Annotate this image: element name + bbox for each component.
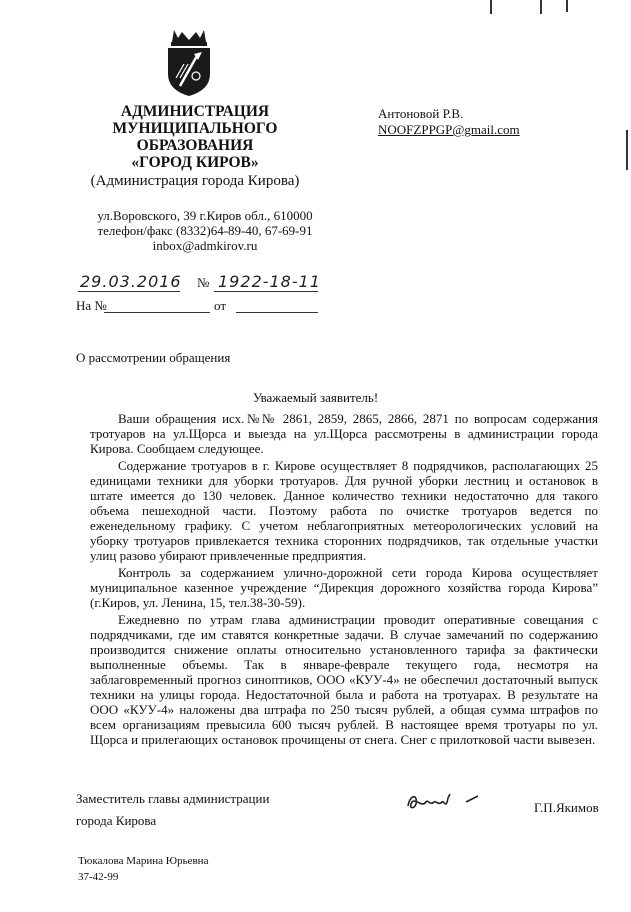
signatory-name: Г.П.Якимов [534,800,599,815]
scan-artifact [626,130,628,170]
organization-subtitle: (Администрация города Кирова) [90,173,300,189]
letter-subject: О рассмотрении обращения [76,350,231,365]
date-underline [78,291,180,292]
number-sign: № [197,275,210,290]
executor-info [78,853,208,885]
paragraph: Ваши обращения исх.№№ 2861, 2859, 2865, 2866, 2871 по вопросам содержания тротуаров на ул.Щорса и выезда на ул.Щорса рассмотрены в администрации города Кирова. Сообщаем следующее. [90,411,598,456]
coat-of-arms-icon [160,28,218,98]
recipient [378,106,520,138]
handwritten-signature [404,790,484,814]
recipient-name: Антоновой Р.В. [378,106,464,121]
letter-body [90,411,598,749]
scan-artifact [566,0,568,12]
organization-address: ул.Воровского, 39 г.Киров обл., 610000 телефон/факс (8332)64-89-40, 67-69-91 inbox@admkirov.ru [97,208,313,253]
document-number: 1922-18-11 [218,272,321,291]
from-label: от [214,298,227,313]
number-underline [214,291,318,292]
organization-name: АДМИНИСТРАЦИЯ МУНИЦИПАЛЬНОГО ОБРАЗОВАНИЯ «ГОРОД КИРОВ» [112,103,278,171]
executor-phone: 37-42-99 [78,871,119,883]
scan-artifact [490,0,492,14]
from-underline [236,312,318,313]
signatory-title: Заместитель главы администрации города Кирова [76,791,270,828]
reply-to-label: На № [76,298,107,313]
paragraph: Содержание тротуаров в г. Кирове осуществляет 8 подрядчиков, располагающих 25 единицами техники для уборки тротуаров. Для ручной уборки лестниц и остановок в штате имеется до 130 человек. Данное количество техники недостаточно для такого объема пешеходной части. Поэтому работа по очистке тротуаров ведется по еженедельному графику. С учетом неблагоприятных метеорологических условий на уборку тротуаров привлекается техника сторонних подрядчиков, так отдельные участки улиц разово убирают привлеченные предприятия. [90,458,598,563]
letter-greeting: Уважаемый заявитель! [252,390,379,405]
paragraph: Контроль за содержанием улично-дорожной сети города Кирова осуществляет муниципальное казенное учреждение “Дирекция дорожного хозяйства города Кирова” (г.Киров, ул. Ленина, 15, тел.38-30-59). [90,565,598,610]
paragraph: Ежедневно по утрам глава администрации проводит оперативные совещания с подрядчиками, где им ставятся конкретные задачи. В случае замечаний по содержанию производится снижение оплаты относительно установленного тарифа за фактически выполненные объемы. Так в январе-феврале текущего года, несмотря на заблаговременный прогноз синоптиков, ООО «КУУ-4» не обеспечил достаточный выпуск техники на улицы города. Недостаточной была и работа на тротуарах. В результате на ООО «КУУ-4» наложены два штрафа по 250 тысяч рублей, а общая сумма штрафов по всем организациям превысила 600 тысяч рублей. В настоящее время тротуары по ул. Щорса и прилегающих остановок прочищены от снега. Снег с прилотковой части вывезен. [90,612,598,747]
scan-artifact [540,0,542,14]
executor-name: Тюкалова Марина Юрьевна [78,855,209,867]
reply-to-underline [104,312,210,313]
document-date: 29.03.2016 [80,272,182,291]
recipient-email: NOOFZPPGP@gmail.com [378,122,520,137]
